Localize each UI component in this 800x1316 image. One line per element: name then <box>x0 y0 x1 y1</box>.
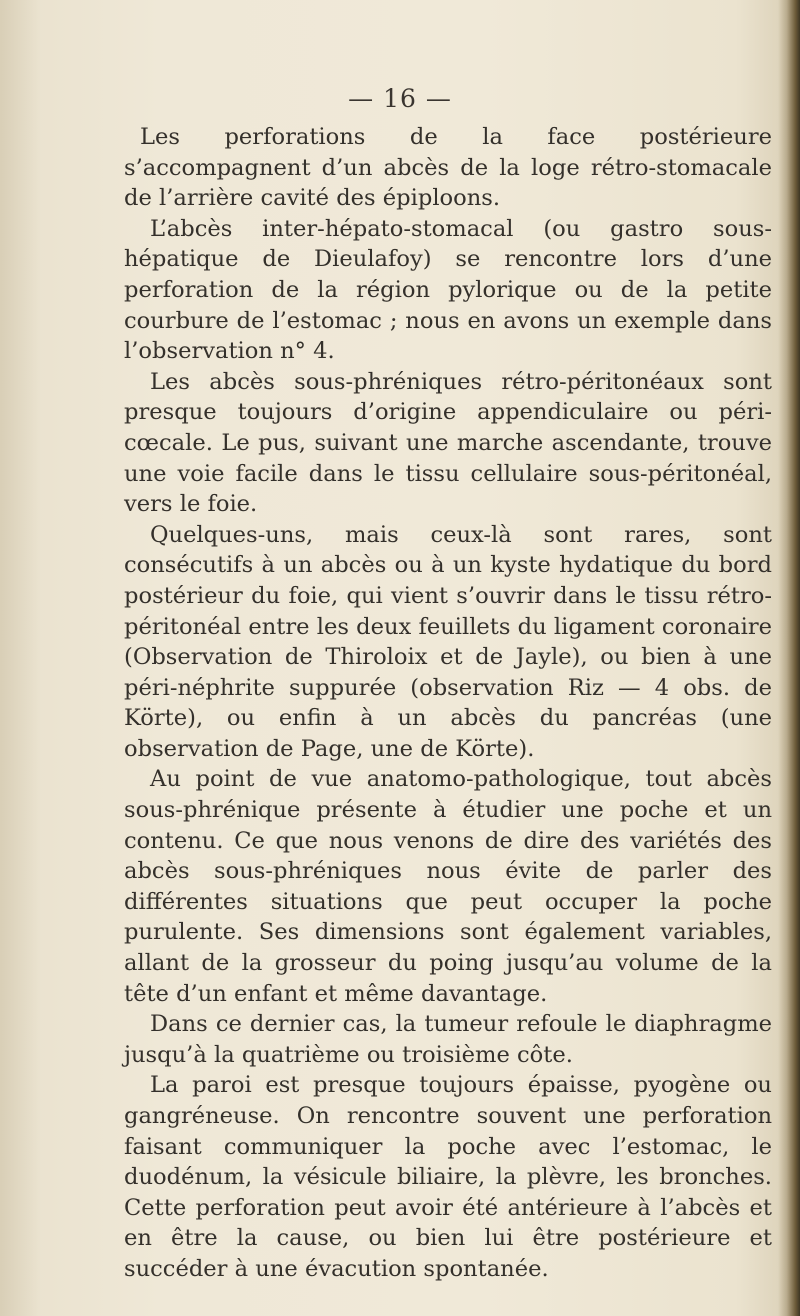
paragraph: Au point de vue anatomo-pathologique, tout abcès sous-phrénique présente à étudier une poche et un contenu. Ce que nous venons de dire des variétés des abcès sous-phréniques nous évite de parler des différentes situations que peut occuper la poche purulente. Ses dimensions sont également variables, allant de la grosseur du poing jusqu’au volume de la tête d’un enfant et même davantage. <box>124 766 772 1007</box>
paragraph: La paroi est presque toujours épaisse, pyogène ou gangréneuse. On rencontre souvent une perforation faisant communiquer la poche avec l’estomac, le duodénum, la vésicule biliaire, la plèvre, les bronches. Cette perforation peut avoir été antérieure à l’abcès et en être la cause, ou bien lui être postérieure et succéder à une évacution spontanée. <box>124 1072 772 1282</box>
paragraph: Dans ce dernier cas, la tumeur refoule le diaphragme jusqu’à la quatrième ou troisième côte. <box>124 1011 772 1068</box>
paragraph: L’abcès inter-hépato-stomacal (ou gastro sous-hépatique de Dieulafoy) se rencontre lors d’une perforation de la région pylorique ou de la petite courbure de l’estomac ; nous en avons un exemple dans l’observation n° 4. <box>124 215 772 365</box>
page-number: — 16 — <box>348 84 452 113</box>
binding-edge <box>778 0 800 1316</box>
paragraph: Les abcès sous-phréniques rétro-péritonéaux sont presque toujours d’origine appendiculaire ou péri-cœcale. Le pus, suivant une marche ascendante, trouve une voie facile dans le tissu cellulaire sous-péritonéal, vers le foie. <box>124 368 772 518</box>
page-left-shadow <box>0 0 40 1316</box>
paragraph: Quelques-uns, mais ceux-là sont rares, sont consécutifs à un abcès ou à un kyste hydatique du bord postérieur du foie, qui vient s’ouvrir dans le tissu rétro-péritonéal entre les deux feuillets du ligament coronaire (Observation de Thiroloix et de Jayle), ou bien à une péri-néphrite suppurée (observation Riz — 4 obs. de Körte), ou enfin à un abcès du pancréas (une observation de Page, une de Körte). <box>124 521 772 762</box>
body-text <box>124 122 772 1285</box>
paragraph: Les perforations de la face postérieure s’accompagnent d’un abcès de la loge rétro-stomacale de l’arrière cavité des épiploons. <box>124 124 772 212</box>
